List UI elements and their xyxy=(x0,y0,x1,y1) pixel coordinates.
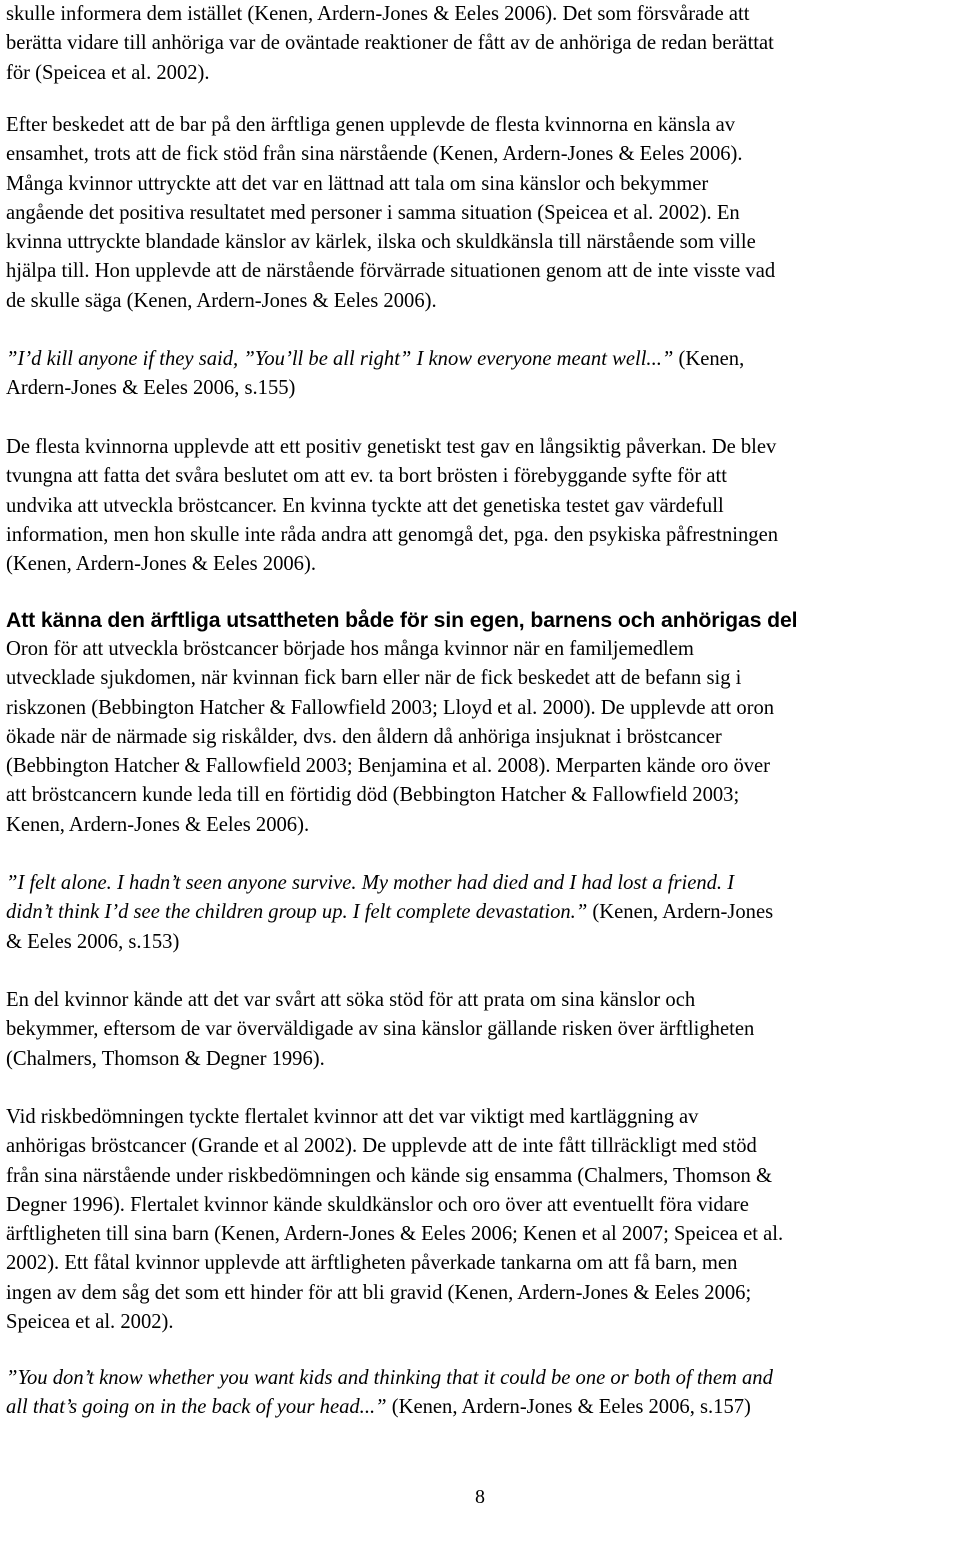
text-line xyxy=(6,869,773,898)
text-line: 2002). Ett fåtal kvinnor upplevde att ärftligheten påverkade tankarna om att få barn, men xyxy=(6,1252,738,1275)
text-line: hjälpa till. Hon upplevde att de närstående förvärrade situationen genom att de inte visste vad xyxy=(6,260,776,283)
text-line: skulle informera dem istället (Kenen, Ardern-Jones & Eeles 2006). Det som försvårade att xyxy=(6,3,750,25)
text-line: berätta vidare till anhöriga var de oväntade reaktioner de fått av de anhöriga de redan berättat xyxy=(6,32,774,55)
paragraph-6 xyxy=(6,1103,783,1337)
text-line xyxy=(6,1393,773,1422)
text-line: De flesta kvinnorna upplevde att ett positiv genetiskt test gav en långsiktig påverkan. De blev xyxy=(6,436,777,458)
text-line: En del kvinnor kände att det var svårt att söka stöd för att prata om sina känslor och xyxy=(6,989,696,1011)
text-line: information, men hon skulle inte råda andra att genomgå det, pga. den psykiska påfrestningen xyxy=(6,523,779,546)
paragraph-4 xyxy=(6,635,774,840)
text-line: ingen av dem såg det som ett hinder för att bli gravid (Kenen, Ardern-Jones & Eeles 2006; xyxy=(6,1281,752,1304)
text-line: anhörigas bröstcancer (Grande et al 2002). De upplevde att de inte fått tillräckligt med stöd xyxy=(6,1135,757,1158)
quote-2 xyxy=(6,869,773,957)
paragraph-3 xyxy=(6,433,778,579)
text-line: Många kvinnor uttryckte att det var en lättnad att tala om sina känslor och bekymmer xyxy=(6,172,709,195)
text-line: (Chalmers, Thomson & Degner 1996). xyxy=(6,1047,325,1070)
text-line: undvika att utveckla bröstcancer. En kvinna tyckte att det genetiska testet gav värdefull xyxy=(6,494,724,517)
text-line: bekymmer, eftersom de var överväldigade av sina känslor gällande risken över ärftligheten xyxy=(6,1018,755,1041)
text-line xyxy=(6,1364,773,1393)
citation-text: (Kenen, Ardern-Jones xyxy=(587,901,774,924)
text-line: (Kenen, Ardern-Jones & Eeles 2006). xyxy=(6,553,316,576)
quote-text: all that’s going on in the back of your head...” xyxy=(6,1396,387,1419)
text-line: Oron för att utveckla bröstcancer började hos många kvinnor när en familjemedlem xyxy=(6,638,694,660)
quote-text: didn’t think I’d see the children group up. I felt complete devastation.” xyxy=(6,901,588,924)
text-line: för (Speicea et al. 2002). xyxy=(6,61,210,84)
text-line: att bröstcancern kunde leda till en förtidig död (Bebbington Hatcher & Fallowfield 2003; xyxy=(6,784,740,807)
paragraph-1 xyxy=(6,0,774,88)
text-line: Degner 1996). Flertalet kvinnor kände skuldkänslor och oro över att eventuellt föra vidare xyxy=(6,1193,749,1216)
text-line: Efter beskedet att de bar på den ärftliga genen upplevde de flesta kvinnorna en känsla av xyxy=(6,114,736,136)
citation-text: (Kenen, xyxy=(673,348,745,370)
quote-text: ”I’d kill anyone if they said, ”You’ll be all right” I know everyone meant well...” xyxy=(6,348,674,370)
page-number: 8 xyxy=(475,1486,485,1508)
paragraph-5 xyxy=(6,986,754,1074)
text-line: ökade när de närmade sig riskålder, dvs. den åldern då anhöriga insjuknat i bröstcancer xyxy=(6,725,722,748)
text-line: Kenen, Ardern-Jones & Eeles 2006). xyxy=(6,813,310,836)
text-line: Ardern-Jones & Eeles 2006, s.155) xyxy=(6,377,296,400)
text-line: (Bebbington Hatcher & Fallowfield 2003; Benjamina et al. 2008). Merparten kände oro över xyxy=(6,755,771,778)
section-heading: Att känna den ärftliga utsattheten både för sin egen, barnens och anhörigas del xyxy=(6,609,798,632)
quote-1 xyxy=(6,345,744,404)
text-line: Vid riskbedömningen tyckte flertalet kvinnor att det var viktigt med kartläggning av xyxy=(6,1106,699,1128)
text-line: ensamhet, trots att de fick stöd från sina närstående (Kenen, Ardern-Jones & Eeles 2006). xyxy=(6,143,743,166)
text-line: & Eeles 2006, s.153) xyxy=(6,930,180,953)
text-line: från sina närstående under riskbedömningen och kände sig ensamma (Chalmers, Thomson & xyxy=(6,1164,772,1187)
quote-text: ”I felt alone. I hadn’t seen anyone survive. My mother had died and I had lost a friend. I xyxy=(6,872,735,894)
text-line: riskzonen (Bebbington Hatcher & Fallowfield 2003; Lloyd et al. 2000). De upplevde att oron xyxy=(6,696,775,719)
text-line: utvecklade sjukdomen, när kvinnan fick barn eller när de fick beskedet att de befann sig i xyxy=(6,667,742,690)
text-line: de skulle säga (Kenen, Ardern-Jones & Eeles 2006). xyxy=(6,289,437,312)
text-line: angående det positiva resultatet med personer i samma situation (Speicea et al. 2002). En xyxy=(6,201,740,224)
text-line: Speicea et al. 2002). xyxy=(6,1311,174,1334)
paragraph-2 xyxy=(6,111,775,316)
text-line xyxy=(6,898,773,927)
quote-text: ”You don’t know whether you want kids and thinking that it could be one or both of them and xyxy=(6,1367,773,1389)
text-line: ärftligheten till sina barn (Kenen, Ardern-Jones & Eeles 2006; Kenen et al 2007; Speicea et al. xyxy=(6,1223,784,1246)
text-line: tvungna att fatta det svåra beslutet om att ev. ta bort brösten i förebyggande syfte för att xyxy=(6,465,727,488)
text-line: kvinna uttryckte blandade känslor av kärlek, ilska och skuldkänsla till närstående som ville xyxy=(6,231,756,254)
text-line xyxy=(6,345,744,374)
citation-text: (Kenen, Ardern-Jones & Eeles 2006, s.157) xyxy=(386,1396,751,1419)
quote-3 xyxy=(6,1364,773,1423)
